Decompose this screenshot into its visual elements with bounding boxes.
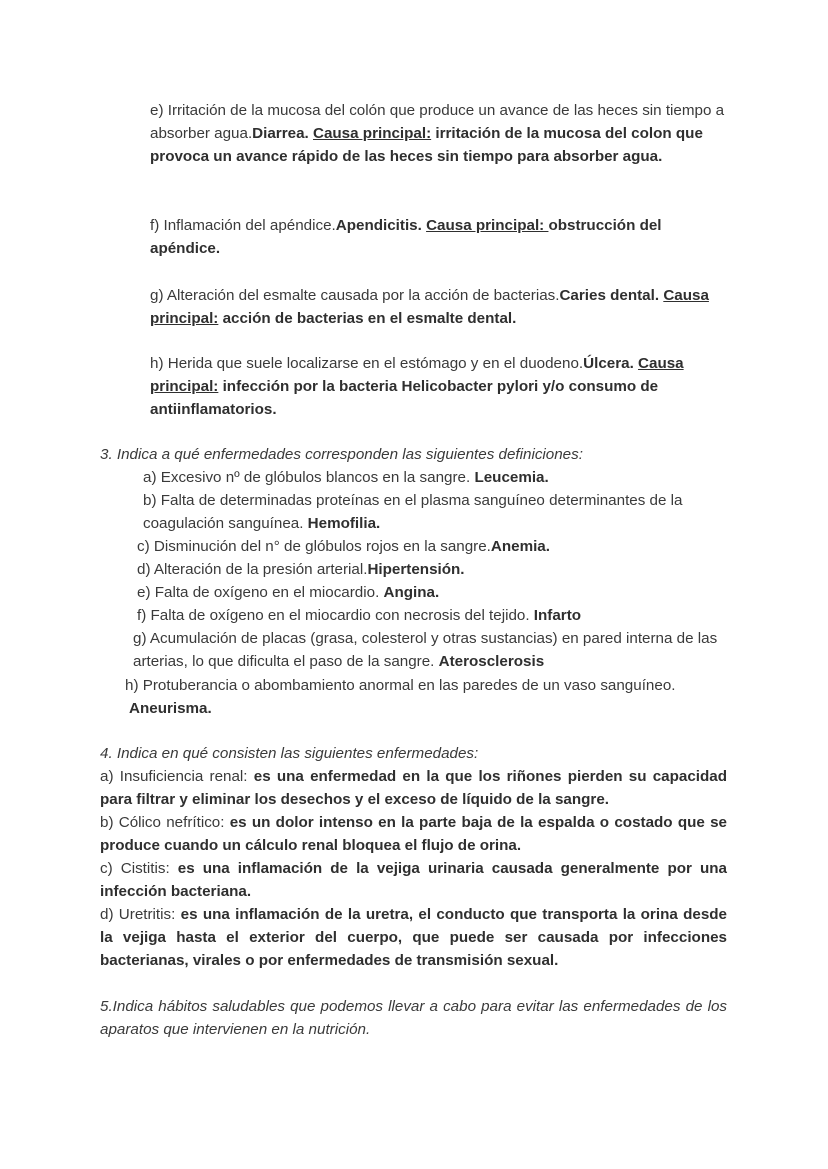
- item-2h-answer: Úlcera.: [583, 355, 634, 372]
- section4-item-c: c) Cistitis: es una inflamación de la vejiga urinaria causada generalmente por una infección bacteriana.: [100, 860, 727, 900]
- item-2h-cause-label: Causa principal:: [150, 355, 684, 395]
- section3-answer-e: Angina.: [383, 584, 440, 601]
- item-2e-cause: irritación de la mucosa del colon que provoca un avance rápido de las heces sin tiempo para absorber agua.: [150, 125, 703, 165]
- item-2e-text: e) Irritación de la mucosa del colón que produce un avance de las heces sin tiempo a absorber agua.: [150, 102, 725, 142]
- section3-answer-c: Anemia.: [490, 538, 550, 555]
- item-2e-cause-label: Causa principal:: [312, 125, 432, 142]
- section3-answer-h: Aneurisma.: [129, 700, 212, 717]
- item-2g-answer: Caries dental.: [559, 287, 660, 304]
- section3-item-g: g) Acumulación de placas (grasa, colesterol y otras sustancias) en pared interna de las arterias, lo que dificulta el paso de la sangre. Aterosclerosis: [133, 630, 718, 670]
- item-2e-answer: Diarrea.: [252, 125, 309, 142]
- item-2h-text: h) Herida que suele localizarse en el estómago y en el duodeno.: [150, 355, 584, 372]
- item-2h-cause: infección por la bacteria Helicobacter pylori y/o consumo de antiinflamatorios.: [150, 378, 659, 418]
- section3-item-h: h) Protuberancia o abombamiento anormal en las paredes de un vaso sanguíneo. Aneurisma.: [125, 677, 676, 717]
- section3-item-d: d) Alteración de la presión arterial.Hipertensión.: [137, 561, 465, 578]
- section3-item-a: a) Excesivo nº de glóbulos blancos en la sangre. Leucemia.: [143, 469, 549, 486]
- section3-answer-b: Hemofilia.: [307, 515, 381, 532]
- section3-answer-d: Hipertensión.: [367, 561, 465, 578]
- section3-item-c: c) Disminución del n° de glóbulos rojos en la sangre.Anemia.: [137, 538, 550, 555]
- item-2g-cause-label: Causa principal:: [150, 287, 709, 327]
- item-2f-cause-label: Causa principal:: [426, 217, 549, 234]
- section5-title: 5.Indica hábitos saludables que podemos llevar a cabo para evitar las enfermedades de los aparatos que intervienen en la nutrición.: [100, 998, 727, 1038]
- item-2f: [150, 214, 710, 260]
- section3-answer-a: Leucemia.: [474, 469, 549, 486]
- item-2f-answer: Apendicitis.: [335, 217, 422, 234]
- section4-answer-d: es una inflamación de la uretra, el conducto que transporta la orina desde la vejiga hasta el exterior del cuerpo, que puede ser causada por infecciones bacterianas, virales o por enfermedades de transmisión sexual.: [100, 906, 727, 969]
- item-2g: [150, 284, 730, 330]
- item-2e: [150, 99, 730, 168]
- section3-item-e: e) Falta de oxígeno en el miocardio. Angina.: [137, 584, 440, 601]
- item-2g-text: g) Alteración del esmalte causada por la acción de bacterias.: [150, 287, 560, 304]
- section4-answer-a: es una enfermedad en la que los riñones pierden su capacidad para filtrar y eliminar los desechos y el exceso de líquido de la sangre.: [100, 768, 728, 808]
- item-2f-text: f) Inflamación del apéndice.: [150, 217, 336, 234]
- item-2f-cause: obstrucción del apéndice.: [150, 217, 662, 257]
- section4-item-b: b) Cólico nefrítico: es un dolor intenso en la parte baja de la espalda o costado que se produce cuando un cálculo renal bloquea el flujo de orina.: [100, 814, 727, 854]
- section3-item-b: b) Falta de determinadas proteínas en el plasma sanguíneo determinantes de la coagulación sanguínea. Hemofilia.: [143, 492, 683, 532]
- section4-item-d: d) Uretritis: es una inflamación de la uretra, el conducto que transporta la orina desde la vejiga hasta el exterior del cuerpo, que puede ser causada por infecciones bacterianas, virales o por enfermedades de transmisión sexual.: [100, 906, 727, 969]
- item-2h: [150, 352, 730, 421]
- section4-title: 4. Indica en qué consisten las siguientes enfermedades:: [100, 745, 479, 762]
- item-2g-cause: acción de bacterias en el esmalte dental.: [218, 310, 517, 327]
- section4-answer-c: es una inflamación de la vejiga urinaria causada generalmente por una infección bacteriana.: [100, 860, 727, 900]
- section4-answer-b: es un dolor intenso en la parte baja de la espalda o costado que se produce cuando un cálculo renal bloquea el flujo de orina.: [100, 814, 727, 854]
- section4-item-a: a) Insuficiencia renal: es una enfermedad en la que los riñones pierden su capacidad para filtrar y eliminar los desechos y el exceso de líquido de la sangre.: [100, 768, 728, 808]
- section3-title: 3. Indica a qué enfermedades corresponden las siguientes definiciones:: [100, 446, 583, 463]
- section3-answer-g: Aterosclerosis: [438, 653, 545, 670]
- section3-item-f: f) Falta de oxígeno en el miocardio con necrosis del tejido. Infarto: [137, 607, 582, 624]
- section3-answer-f: Infarto: [533, 607, 582, 624]
